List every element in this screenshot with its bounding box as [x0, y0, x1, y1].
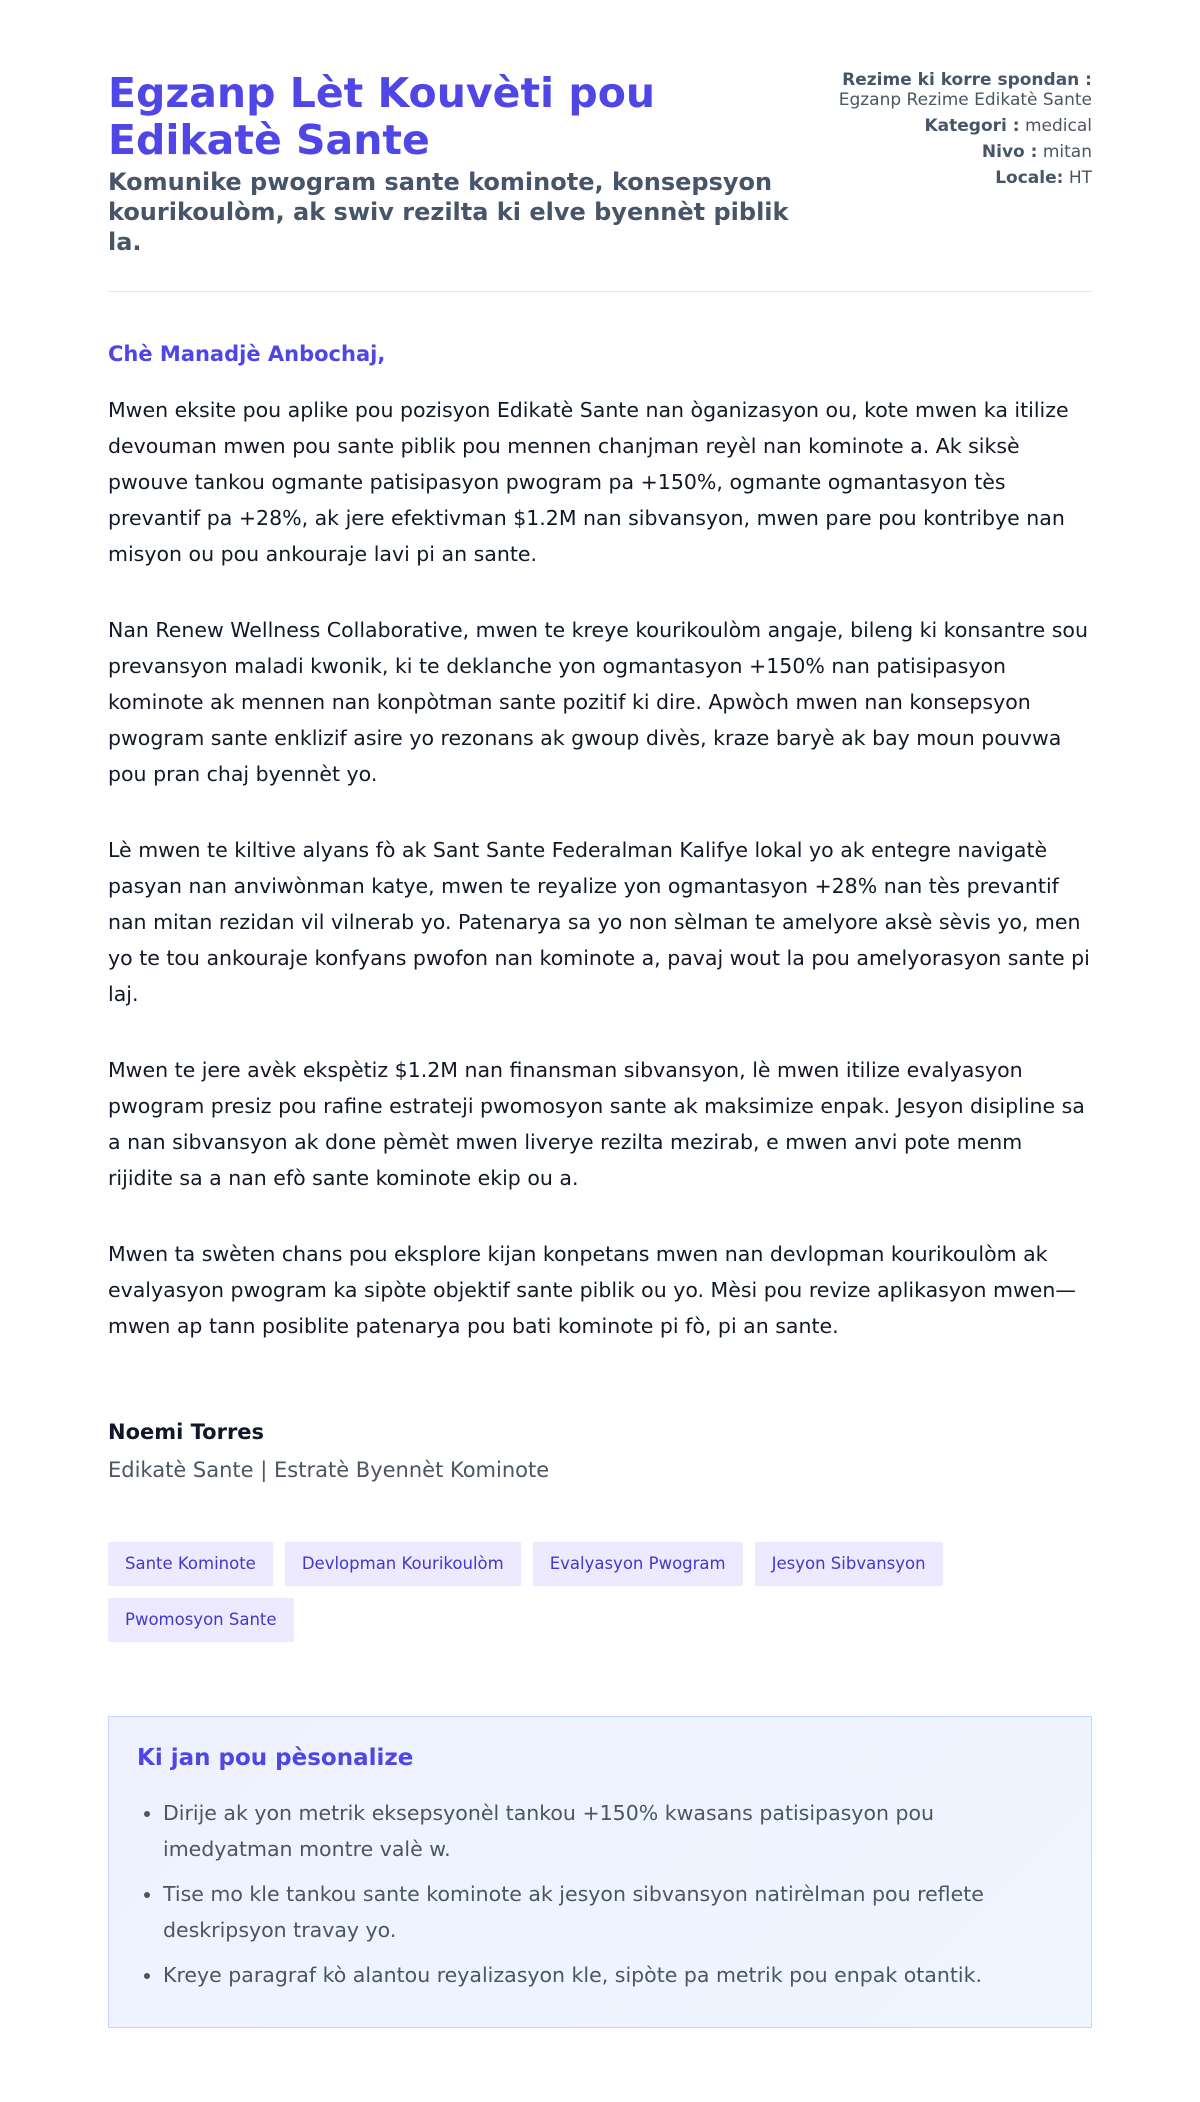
skill-tag: Sante Kominote [108, 1542, 273, 1586]
signature-role: Edikatè Sante | Estratè Byennèt Kominote [108, 1458, 550, 1482]
tip-item: • Tise mo kle tankou sante kominote ak jesyon sibvansyon natirèlman pou reflete deskripsyon travay yo. [163, 1876, 1063, 1948]
skill-tag: Pwomosyon Sante [108, 1598, 294, 1642]
header-title-block [108, 70, 828, 257]
document-meta [832, 70, 1092, 194]
letter-salutation: Chè Manadjè Anbochaj, [108, 342, 386, 366]
skill-tag: Devlopman Kourikoulòm [285, 1542, 521, 1586]
letter-paragraph: Nan Renew Wellness Collaborative, mwen te kreye kourikoulòm angaje, bileng ki konsantre sou prevansyon maladi kwonik, ki te deklanche yon ogmantasyon +150% nan patisipasyon kominote ak mennen nan konpòtman sante pozitif ki dire. Apwòch mwen nan konsepsyon pwogram sante enklizif asire yo rezonans ak gwoup divès, kraze baryè ak bay moun pouvwa pou pran chaj byennèt yo. [108, 618, 1088, 786]
tips-list [137, 1795, 1063, 1993]
meta-value: mitan [1042, 142, 1092, 162]
meta-matching-resume [832, 70, 1092, 110]
page-title: Egzanp Lèt Kouvèti pou Edikatè Sante [108, 69, 656, 164]
tip-item: • Kreye paragraf kò alantou reyalizasyon kle, sipòte pa metrik pou enpak otantik. [163, 1957, 1063, 1993]
meta-level [832, 142, 1092, 162]
letter-paragraph: Mwen te jere avèk ekspètiz $1.2M nan finansman sibvansyon, lè mwen itilize evalyasyon pwogram presiz pou rafine estrateji pwomosyon sante ak maksimize enpak. Jesyon disipline sa a nan sibvansyon ak done pèmèt mwen liverye rezilta mezirab, e mwen anvi pote menm rijidite sa a nan efò sante kominote ekip ou a. [108, 1058, 1085, 1190]
meta-value: medical [1024, 116, 1092, 136]
letter-paragraph: Mwen ta swèten chans pou eksplore kijan konpetans mwen nan devlopman kourikoulòm ak evalyasyon pwogram ka sipòte objektif sante piblik ou yo. Mèsi pou revize aplikasyon mwen—mwen ap tann posiblite patenarya pou bati kominote pi fò, pi an sante. [108, 1242, 1076, 1338]
skill-tag: Jesyon Sibvansyon [755, 1542, 943, 1586]
meta-value: Egzanp Rezime Edikatè Sante [838, 90, 1092, 110]
letter-paragraph: Lè mwen te kiltive alyans fò ak Sant Sante Federalman Kalifye lokal yo ak entegre navigatè pasyan nan anviwònman katye, mwen te reyalize yon ogmantasyon +28% nan tès prevantif nan mitan rezidan vil vilnerab yo. Patenarya sa yo non sèlman te amelyore aksè sèvis yo, men yo te tou ankouraje konfyans pwofon nan kominote a, pavaj wout la pou amelyorasyon sante pi laj. [108, 838, 1090, 1006]
signature-name: Noemi Torres [108, 1420, 265, 1444]
tip-item: • Dirije ak yon metrik eksepsyonèl tankou +150% kwasans patisipasyon pou imedyatman montre valè w. [163, 1795, 1063, 1867]
skill-tags [108, 1542, 1092, 1642]
letter-body [108, 340, 1092, 1484]
meta-category [832, 116, 1092, 136]
meta-key: Rezime ki korre spondan : [842, 70, 1092, 90]
document-header [108, 70, 1092, 292]
skill-tag: Evalyasyon Pwogram [533, 1542, 743, 1586]
page-subtitle: Komunike pwogram sante kominote, konsepsyon kourikoulòm, ak swiv rezilta ki elve byennèt piblik la. [108, 168, 789, 256]
meta-value: HT [1068, 168, 1092, 188]
meta-key: Locale: [995, 168, 1064, 188]
customization-tips-box [108, 1716, 1092, 2028]
meta-locale [832, 168, 1092, 188]
meta-key: Kategori : [924, 116, 1020, 136]
tips-title: Ki jan pou pèsonalize [137, 1745, 414, 1771]
letter-paragraph: Mwen eksite pou aplike pou pozisyon Edikatè Sante nan òganizasyon ou, kote mwen ka itilize devouman mwen pou sante piblik pou mennen chanjman reyèl nan kominote a. Ak siksè pwouve tankou ogmante patisipasyon pwogram pa +150%, ogmante ogmantasyon tès prevantif pa +28%, ak jere efektivman $1.2M nan sibvansyon, mwen pare pou kontribye nan misyon ou pou ankouraje lavi pi an sante. [108, 398, 1069, 566]
meta-key: Nivo : [981, 142, 1038, 162]
